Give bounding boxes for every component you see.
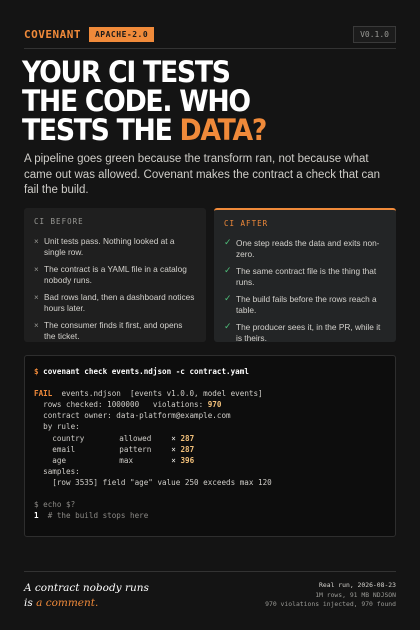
footer-divider xyxy=(24,571,396,572)
list-item: × Bad rows land, then a dashboard notices hours later. xyxy=(34,292,195,313)
run-result: 970 violations injected, 970 found xyxy=(265,600,396,608)
footer-tagline: A contract nobody runs is a comment. xyxy=(24,582,149,609)
owner-line: contract owner: data-platform@example.com xyxy=(34,411,231,421)
check-icon: ✓ xyxy=(224,321,232,331)
list-item: ✓ The build fails before the rows reach a table. xyxy=(224,293,377,315)
cross-icon: × xyxy=(34,265,39,274)
list-item: ✓ The producer sees it, in the PR, while it is theirs. xyxy=(224,321,381,343)
run-metadata xyxy=(265,581,396,610)
lede-paragraph: A pipeline goes green because the transform ran, not because what came out was allowed. Covenant makes the contract a check that can fail the build. xyxy=(24,153,381,196)
cross-icon: × xyxy=(171,444,176,454)
cross-icon: × xyxy=(34,321,39,330)
title-line-1: YOUR CI TESTS xyxy=(22,55,230,89)
list-item: × The contract is a YAML file in a catalog nobody runs. xyxy=(34,264,187,285)
check-icon: ✓ xyxy=(224,293,232,303)
tagline-accent: a comment. xyxy=(36,597,99,609)
prompt-symbol: $ xyxy=(34,367,39,376)
cross-icon: × xyxy=(171,433,176,443)
rule-row: country allowed × 287 xyxy=(52,433,195,443)
ci-after-list xyxy=(224,238,386,344)
rule-row: email pattern × 287 xyxy=(52,444,195,454)
exit-line xyxy=(34,510,386,521)
title-line-2: THE CODE. WHO xyxy=(22,84,250,118)
ci-before-list xyxy=(34,236,196,342)
list-item: ✓ One step reads the data and exits non-zero. xyxy=(224,237,380,259)
rows-line: rows checked: 1000000 violations: 970 xyxy=(34,400,222,410)
fail-detail: events.ndjson [events v1.0.0, model events] xyxy=(52,389,263,399)
list-item: × The consumer finds it first, and opens the ticket. xyxy=(34,320,183,341)
check-icon: ✓ xyxy=(224,265,232,275)
command-text: covenant check events.ndjson -c contract.yaml xyxy=(43,367,249,376)
top-bar xyxy=(24,24,396,44)
cross-icon: × xyxy=(34,237,39,246)
ci-after-title: CI AFTER xyxy=(224,219,269,228)
terminal-output xyxy=(24,355,396,537)
rule-row: age max × 396 xyxy=(52,455,195,465)
sample-line: [row 3535] field "age" value 250 exceeds max 120 xyxy=(34,477,272,487)
fail-line xyxy=(34,388,386,399)
version-badge: V0.1.0 xyxy=(353,26,396,43)
cross-icon: × xyxy=(171,455,176,465)
title-accent: DATA? xyxy=(179,113,267,147)
run-date: Real run, 2026-08-23 xyxy=(319,581,396,589)
by-rule-label: by rule: xyxy=(34,422,80,432)
check-icon: ✓ xyxy=(224,237,232,247)
ci-before-title: CI BEFORE xyxy=(34,217,84,226)
cross-icon: × xyxy=(34,293,39,302)
page-title xyxy=(22,55,372,147)
list-item: × Unit tests pass. Nothing looked at a single row. xyxy=(34,236,175,257)
samples-label: samples: xyxy=(34,466,80,476)
ci-before-card xyxy=(24,208,206,342)
run-size: 1M rows, 91 MB NDJSON xyxy=(315,590,396,599)
title-line-3: TESTS THE xyxy=(22,113,180,147)
exit-code: 1 xyxy=(34,511,39,521)
header-divider xyxy=(24,48,396,49)
echo-line: $ echo $? xyxy=(34,500,76,510)
brand-logo: COVENANT xyxy=(24,27,81,41)
fail-label: FAIL xyxy=(34,389,53,399)
exit-comment: # the build stops here xyxy=(38,511,149,521)
license-badge: APACHE-2.0 xyxy=(89,27,154,42)
ci-after-card xyxy=(214,208,396,342)
list-item: ✓ The same contract file is the thing that runs. xyxy=(224,265,377,287)
violations-count: 970 xyxy=(207,400,222,410)
command-line xyxy=(34,366,386,377)
